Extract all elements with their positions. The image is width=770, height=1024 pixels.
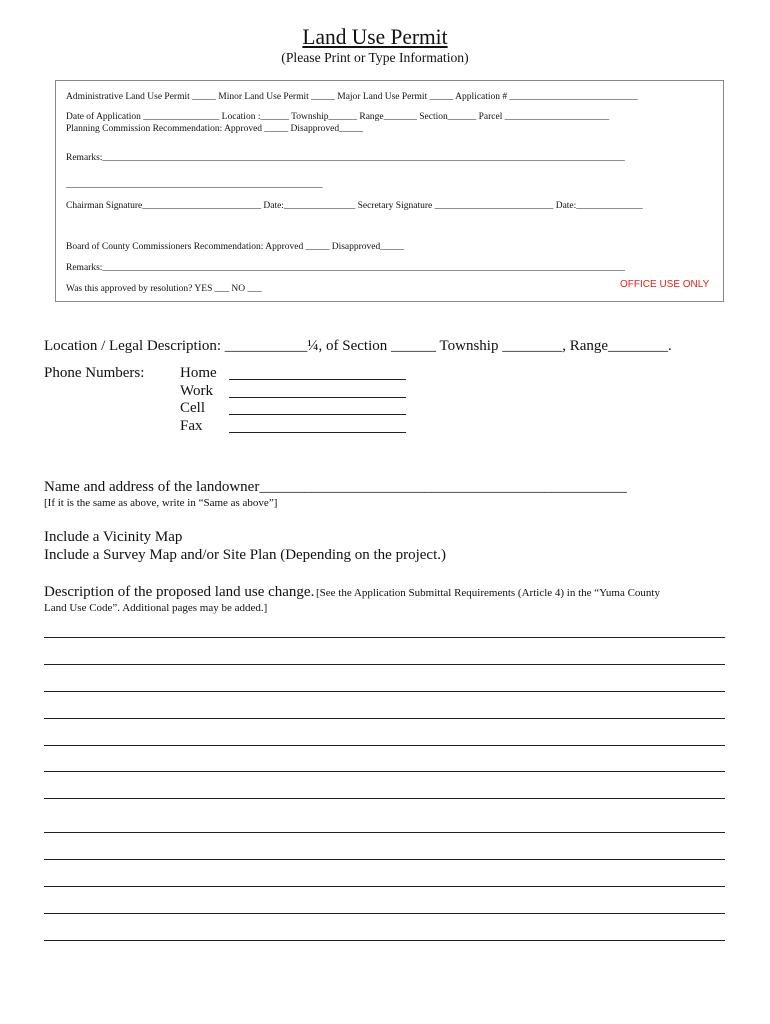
office-signature-row[interactable]: Chairman Signature_________________________ Date:_______________ Secretary Signature _________________________ Date:______________ bbox=[66, 201, 643, 211]
phone-cell-field[interactable] bbox=[229, 414, 406, 415]
phone-fax-field[interactable] bbox=[229, 432, 406, 433]
description-line[interactable] bbox=[44, 637, 725, 638]
office-permit-type-row[interactable]: Administrative Land Use Permit _____ Minor Land Use Permit _____ Major Land Use Permit _____ Application # ___________________________ bbox=[66, 92, 638, 102]
phone-type-work: Work bbox=[180, 383, 213, 399]
phone-numbers-label: Phone Numbers: bbox=[44, 365, 145, 381]
description-line[interactable] bbox=[44, 886, 725, 887]
phone-home-field[interactable] bbox=[229, 379, 406, 380]
description-line[interactable] bbox=[44, 718, 725, 719]
phone-work-field[interactable] bbox=[229, 397, 406, 398]
description-line[interactable] bbox=[44, 664, 725, 665]
office-board-row[interactable]: Board of County Commissioners Recommendation: Approved _____ Disapproved_____ bbox=[66, 242, 405, 252]
include-survey-map: Include a Survey Map and/or Site Plan (Depending on the project.) bbox=[44, 547, 446, 563]
landowner-note: [If it is the same as above, write in “Same as above”] bbox=[44, 497, 278, 509]
description-line[interactable] bbox=[44, 940, 725, 941]
phone-type-fax: Fax bbox=[180, 418, 203, 434]
description-note-1: [See the Application Submittal Requirements (Article 4) in the “Yuma County bbox=[316, 587, 660, 599]
office-planning-row[interactable]: Planning Commission Recommendation: Approved _____ Disapproved_____ bbox=[66, 124, 363, 134]
office-resolution-row[interactable]: Was this approved by resolution? YES ___ NO ___ bbox=[66, 284, 262, 294]
office-remarks-1[interactable]: Remarks:______________________________________________________________________________________________________________ bbox=[66, 153, 625, 163]
description-line[interactable] bbox=[44, 691, 725, 692]
office-date-location-row[interactable]: Date of Application ________________ Location :______ Township______ Range_______ Section______ Parcel ______________________ bbox=[66, 112, 610, 122]
description-line[interactable] bbox=[44, 798, 725, 799]
page-subtitle: (Please Print or Type Information) bbox=[281, 51, 469, 66]
description-line[interactable] bbox=[44, 771, 725, 772]
description-line[interactable] bbox=[44, 832, 725, 833]
location-legal-description[interactable]: Location / Legal Description: ___________¼, of Section ______ Township ________, Range________. bbox=[44, 338, 672, 354]
description-label: Description of the proposed land use change. bbox=[44, 584, 315, 600]
phone-type-cell: Cell bbox=[180, 400, 205, 416]
description-line[interactable] bbox=[44, 745, 725, 746]
page-title: Land Use Permit bbox=[302, 24, 448, 49]
description-line[interactable] bbox=[44, 913, 725, 914]
office-remarks-1-continued[interactable]: ______________________________________________________ bbox=[66, 180, 323, 190]
office-remarks-2[interactable]: Remarks:______________________________________________________________________________________________________________ bbox=[66, 263, 625, 273]
description-line[interactable] bbox=[44, 859, 725, 860]
description-note-2: Land Use Code”. Additional pages may be added.] bbox=[44, 602, 268, 614]
office-use-only-label: OFFICE USE ONLY bbox=[620, 279, 710, 290]
include-vicinity-map: Include a Vicinity Map bbox=[44, 529, 183, 545]
landowner-field[interactable]: Name and address of the landowner_________________________________________________ bbox=[44, 479, 627, 495]
phone-type-home: Home bbox=[180, 365, 217, 381]
